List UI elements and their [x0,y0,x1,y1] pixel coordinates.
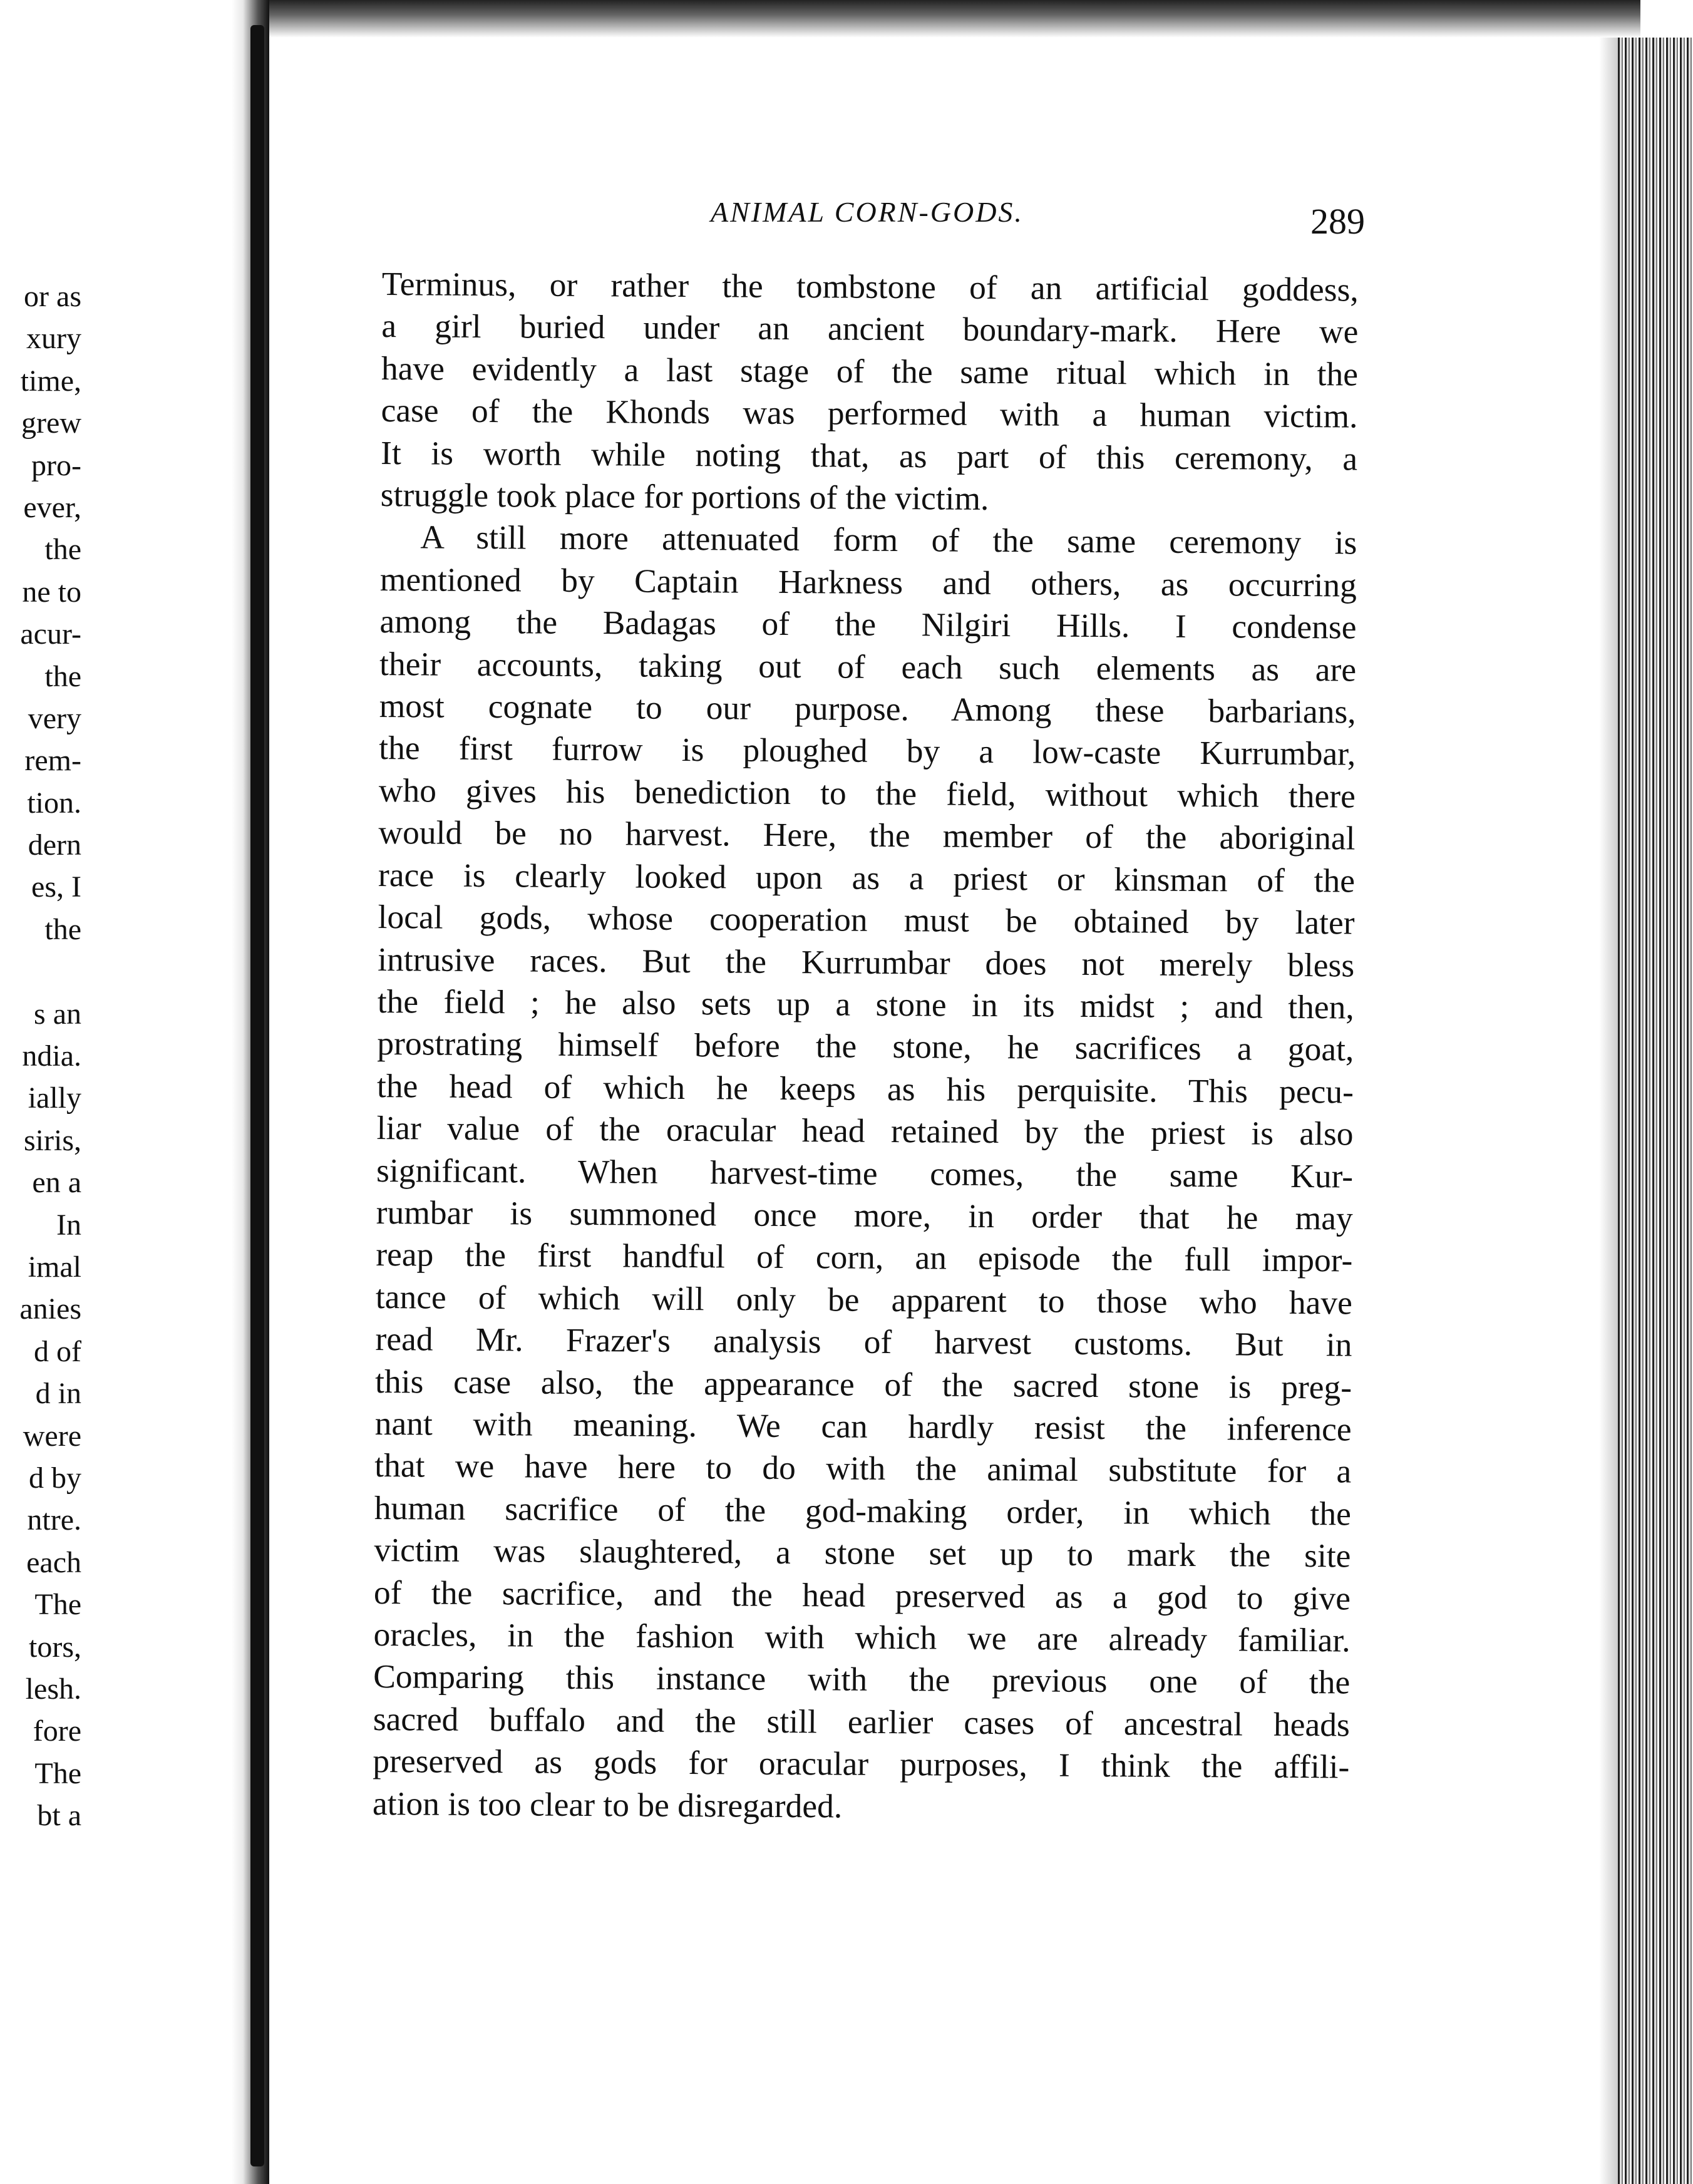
left-page-line: ntre. [27,1503,81,1537]
text-line: oracles, in the fashion with which we are already familiar. [373,1615,1351,1659]
left-page-line: the [44,533,81,567]
text-line: read Mr. Frazer's analysis of harvest customs. But in [375,1320,1352,1364]
text-line: rumbar is summoned once more, in order that he may [376,1193,1353,1237]
left-page-line: en a [32,1166,81,1200]
left-page-line: ndia. [22,1039,81,1073]
text-line: among the Badagas of the Nilgiri Hills. I condense [379,602,1357,646]
text-line: of the sacrifice, and the head preserved as a god to give [373,1573,1351,1617]
text-line: preserved as gods for oracular purposes, I think the affili- [373,1742,1350,1786]
text-line: liar value of the oracular head retained by the priest is also [376,1109,1354,1153]
left-page-line: s an [34,997,81,1031]
text-line: have evidently a last stage of the same ritual which in the [381,349,1359,393]
left-page-line: siris, [23,1123,81,1157]
left-page-line: pro- [31,448,81,482]
left-page-line: es, I [31,870,81,904]
left-page-line: anies [19,1292,81,1326]
left-page-line: tors, [29,1630,81,1664]
page-header [376,194,1365,242]
left-page-line: ially [28,1081,81,1115]
left-page-line: very [28,701,81,735]
page-number: 289 [1310,201,1365,242]
left-page-line: were [23,1419,81,1453]
text-line: a girl buried under an ancient boundary-mark. Here we [381,307,1359,351]
text-line: most cognate to our purpose. Among these barbarians, [379,687,1356,731]
text-line: nant with meaning. We can hardly resist the inference [374,1404,1352,1448]
text-line: reap the first handful of corn, an episode the full impor- [376,1235,1353,1279]
left-page-line: grew [21,406,81,440]
text-line: this case also, the appearance of the sacred stone is preg- [374,1362,1352,1406]
left-page-line: lesh. [25,1672,81,1706]
text-line: A still more attenuated form of the same ceremony is [420,518,1357,562]
page-top-shadow [263,0,1640,38]
text-line: Terminus, or rather the tombstone of an artificial goddess, [381,264,1359,309]
text-line: case of the Khonds was performed with a human victim. [381,391,1358,435]
left-page-line: fore [33,1714,81,1748]
left-page-line: ever, [23,490,81,524]
text-line: that we have here to do with the animal substitute for a [374,1446,1352,1490]
text-line: mentioned by Captain Harkness and others, as occurring [379,560,1357,604]
text-line: ation is too clear to be disregarded. [372,1784,843,1825]
text-line: the first furrow is ploughed by a low-caste Kurrumbar, [379,729,1356,773]
text-line: their accounts, taking out of each such elements as are [379,644,1357,689]
text-line: the field ; he also sets up a stone in its midst ; and then, [377,982,1354,1026]
left-page-line: xury [26,322,81,356]
left-page-line: d by [29,1461,81,1495]
running-head: ANIMAL CORN-GODS. [711,196,1024,228]
left-page-line: d of [34,1334,81,1368]
text-line: tance of which will only be apparent to those who have [375,1277,1353,1322]
left-page-line: time, [20,364,81,398]
left-page-line: dern [28,828,81,862]
left-page-line: rem- [24,744,81,778]
text-line: struggle took place for portions of the victim. [380,476,989,517]
text-line: local gods, whose cooperation must be obtained by later [378,898,1355,942]
left-page-line: d in [35,1377,81,1411]
book-spine [250,25,264,2166]
left-page-line [0,950,81,992]
left-page-line: ne to [22,575,81,609]
left-page-line: In [56,1208,81,1242]
left-page-fragment [0,276,81,1836]
left-page-line: The [34,1756,81,1790]
text-line: race is clearly looked upon as a priest or kinsman of the [378,855,1356,900]
text-line: who gives his benediction to the field, without which there [378,771,1356,815]
left-page-line: acur- [20,617,81,651]
left-page-line: the [44,912,81,946]
text-line: significant. When harvest-time comes, the same Kur- [376,1151,1354,1195]
left-page-line: The [34,1588,81,1622]
text-line: human sacrifice of the god-making order, in which the [374,1488,1352,1533]
text-line: It is worth while noting that, as part of this ceremony, a [380,433,1358,478]
left-page-line: or as [24,280,81,313]
body-text [373,263,1359,1831]
text-line: would be no harvest. Here, the member of the aboriginal [378,813,1356,857]
text-line: sacred buffalo and the still earlier cases of ancestral heads [373,1699,1350,1744]
text-line: Comparing this instance with the previous one of the [373,1657,1351,1701]
text-line: intrusive races. But the Kurrumbar does not merely bless [378,940,1355,984]
text-line: the head of which he keeps as his perquisite. This pecu- [376,1066,1354,1111]
left-page-line: tion. [27,786,81,820]
text-line: prostrating himself before the stone, he sacrifices a goat, [377,1024,1354,1068]
left-page-line: each [26,1545,81,1579]
left-page-line: imal [28,1250,81,1284]
page-block-edges [1618,38,1693,2184]
left-page-line: bt a [37,1799,81,1833]
text-line: victim was slaughtered, a stone set up to mark the site [374,1531,1351,1575]
left-page-line: the [44,659,81,693]
